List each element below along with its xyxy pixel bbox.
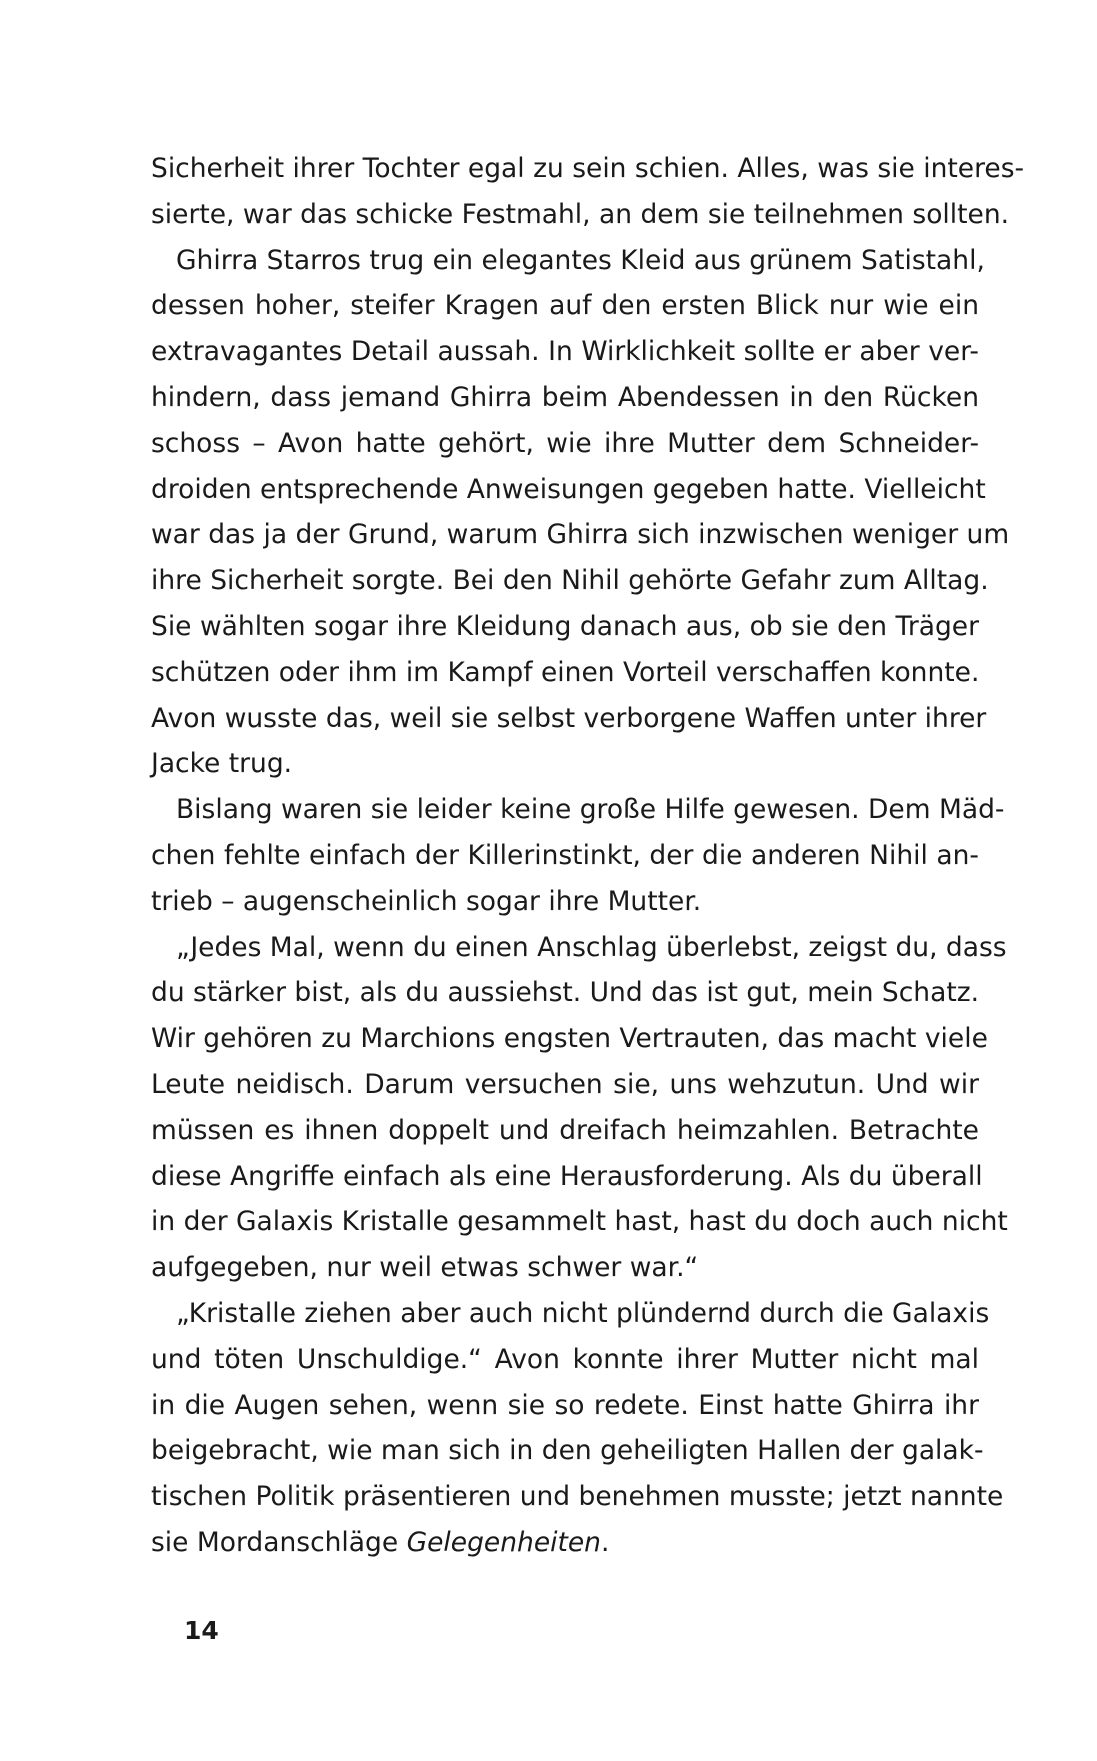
final-line-start: sie Mordanschläge bbox=[151, 1526, 407, 1558]
text-line: ihre Sicherheit sorgte. Bei den Nihil gehörte Gefahr zum Alltag. bbox=[151, 565, 989, 597]
text-line: Sie wählten sogar ihre Kleidung danach aus, ob sie den Träger bbox=[151, 610, 979, 642]
final-text-line bbox=[151, 1520, 979, 1566]
text-line: in der Galaxis Kristalle gesammelt hast, hast du doch auch nicht bbox=[151, 1206, 1008, 1238]
text-line: und töten Unschuldige.“ Avon konnte ihrer Mutter nicht mal bbox=[151, 1343, 979, 1375]
text-line: Sicherheit ihrer Tochter egal zu sein schien. Alles, was sie interes- bbox=[151, 153, 1025, 184]
text-line: tischen Politik präsentieren und benehmen musste; jetzt nannte bbox=[151, 1481, 1004, 1513]
text-line: Ghirra Starros trug ein elegantes Kleid aus grünem Satistahl, bbox=[176, 244, 985, 276]
text-line: beigebracht, wie man sich in den geheiligten Hallen der galak- bbox=[151, 1435, 984, 1467]
text-line: war das ja der Grund, warum Ghirra sich inzwischen weniger um bbox=[151, 519, 1010, 551]
text-line: extravagantes Detail aussah. In Wirklichkeit sollte er aber ver- bbox=[151, 336, 979, 368]
text-line: schützen oder ihm im Kampf einen Vorteil verschaffen konnte. bbox=[151, 656, 980, 688]
text-line: Wir gehören zu Marchions engsten Vertrauten, das macht viele bbox=[151, 1023, 988, 1055]
text-line: müssen es ihnen doppelt und dreifach heimzahlen. Betrachte bbox=[151, 1114, 979, 1146]
text-line: diese Angriffe einfach als eine Herausforderung. Als du überall bbox=[151, 1160, 983, 1192]
final-line-end: . bbox=[600, 1526, 610, 1558]
text-line: du stärker bist, als du aussiehst. Und das ist gut, mein Schatz. bbox=[151, 977, 980, 1009]
text-line: Avon wusste das, weil sie selbst verborgene Waffen unter ihrer bbox=[151, 702, 987, 734]
text-line: schoss – Avon hatte gehört, wie ihre Mutter dem Schneider- bbox=[151, 427, 979, 459]
text-line: „Kristalle ziehen aber auch nicht plündernd durch die Galaxis bbox=[176, 1297, 990, 1329]
text-line: „Jedes Mal, wenn du einen Anschlag überlebst, zeigst du, dass bbox=[176, 931, 1007, 963]
text-line: Bislang waren sie leider keine große Hilfe gewesen. Dem Mäd- bbox=[176, 794, 1005, 826]
text-line: chen fehlte einfach der Killerinstinkt, der die anderen Nihil an- bbox=[151, 839, 979, 871]
text-line: droiden entsprechende Anweisungen gegeben hatte. Vielleicht bbox=[151, 473, 986, 505]
text-line: hindern, dass jemand Ghirra beim Abendessen in den Rücken bbox=[151, 381, 979, 413]
text-line: aufgegeben, nur weil etwas schwer war.“ bbox=[151, 1252, 699, 1284]
text-line: Leute neidisch. Darum versuchen sie, uns wehzutun. Und wir bbox=[151, 1068, 979, 1100]
body-text bbox=[151, 146, 1025, 1566]
text-line: dessen hoher, steifer Kragen auf den ersten Blick nur wie ein bbox=[151, 290, 979, 322]
text-line: trieb – augenscheinlich sogar ihre Mutter. bbox=[151, 885, 702, 917]
text-line: Jacke trug. bbox=[151, 748, 293, 780]
italic-word: Gelegenheiten bbox=[406, 1526, 601, 1558]
text-line: sierte, war das schicke Festmahl, an dem sie teilnehmen sollten. bbox=[151, 198, 1010, 230]
page-number: 14 bbox=[184, 1616, 219, 1645]
text-line: in die Augen sehen, wenn sie so redete. Einst hatte Ghirra ihr bbox=[151, 1389, 979, 1421]
